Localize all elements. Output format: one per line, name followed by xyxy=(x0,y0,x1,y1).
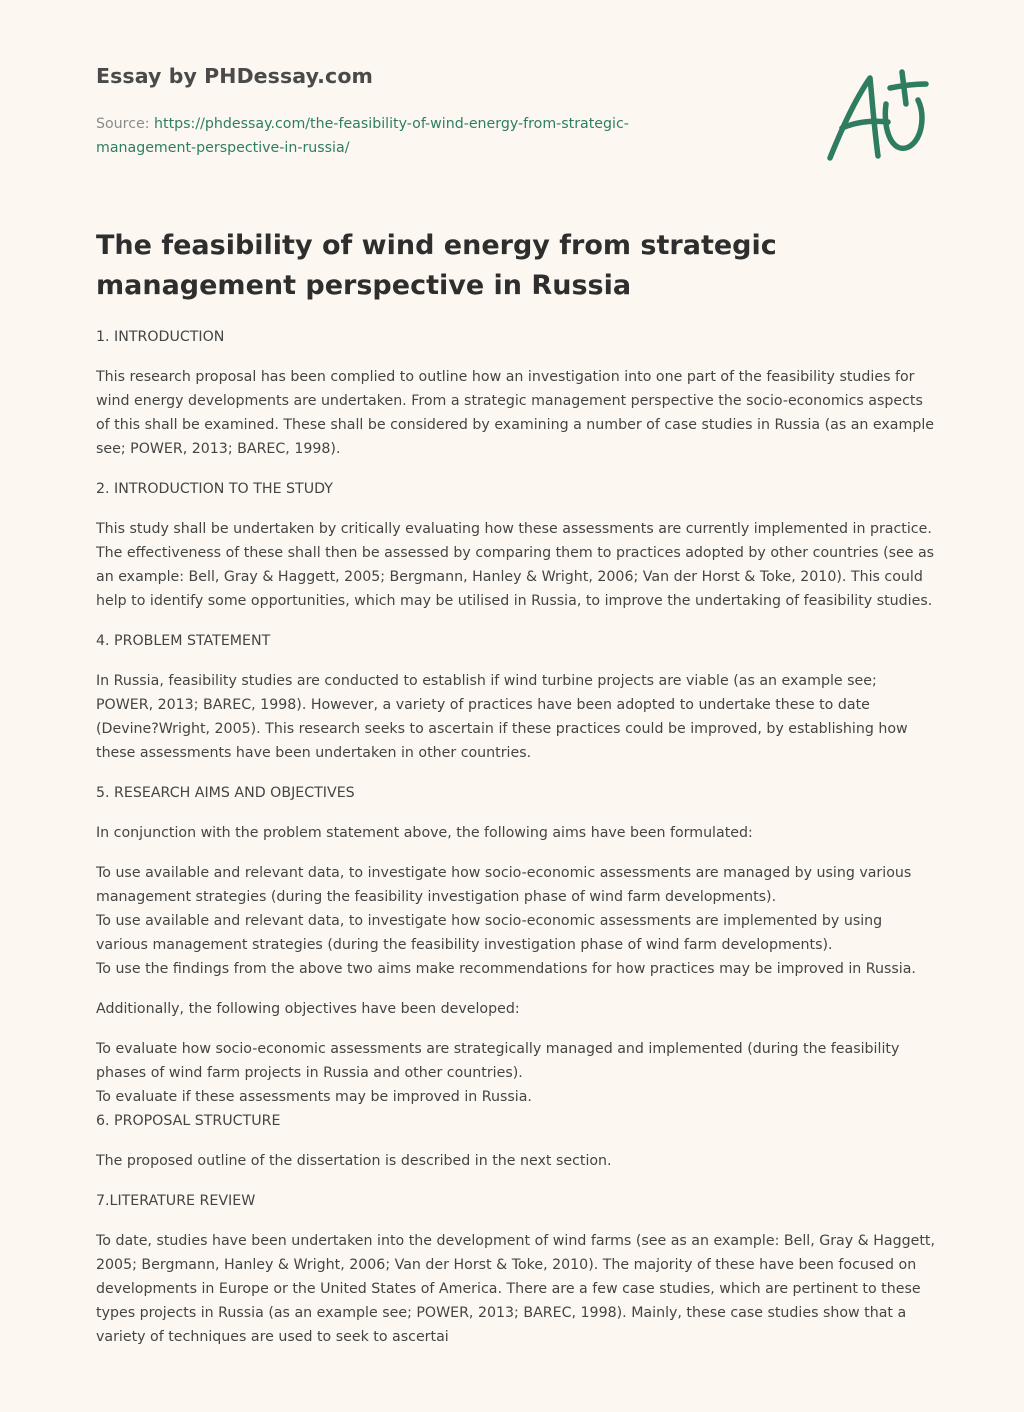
source-label: Source: xyxy=(96,116,155,132)
source-line xyxy=(96,112,696,160)
aim-item: To use available and relevant data, to investigate how socio-economic assessments are implemented by using various management strategies (during the feasibility investigation phase of wind farm developments). xyxy=(96,913,883,953)
source-link-line2: management-perspective-in-russia/ xyxy=(96,140,350,156)
source-link[interactable] xyxy=(96,116,629,156)
section-heading: 5. RESEARCH AIMS AND OBJECTIVES xyxy=(96,785,355,801)
source-link-line1: https://phdessay.com/the-feasibility-of-wind-energy-from-strategic- xyxy=(154,116,629,132)
section-heading: 2. INTRODUCTION TO THE STUDY xyxy=(96,481,333,497)
aim-item: To use available and relevant data, to investigate how socio-economic assessments are managed by using various management strategies (during the feasibility investigation phase of wind farm developments). xyxy=(96,865,912,905)
paragraph: In Russia, feasibility studies are conducted to establish if wind turbine projects are viable (as an example see; POWER, 2013; BAREC, 1998). However, a variety of practices have been adopted to undertake these to date (Devine?Wright, 2005). This research seeks to ascertain if these practices could be improved, by establishing how these assessments have been undertaken in other countries. xyxy=(96,673,908,761)
a-plus-grade-icon xyxy=(822,68,930,166)
objective-item: To evaluate how socio-economic assessments are strategically managed and implemented (during the feasibility phases of wind farm projects in Russia and other countries). xyxy=(96,1041,900,1081)
paragraph: Additionally, the following objectives have been developed: xyxy=(96,1001,520,1017)
aim-item: To use the findings from the above two aims make recommendations for how practices may be improved in Russia. xyxy=(96,961,916,977)
section-heading: 1. INTRODUCTION xyxy=(96,329,225,345)
section-heading: 4. PROBLEM STATEMENT xyxy=(96,633,271,649)
paragraph: In conjunction with the problem statement above, the following aims have been formulated: xyxy=(96,825,753,841)
paragraph: This research proposal has been complied to outline how an investigation into one part of the feasibility studies for wind energy developments are undertaken. From a strategic management perspective the socio-economics aspects of this shall be examined. These shall be considered by examining a number of case studies in Russia (as an example see; POWER, 2013; BAREC, 1998). xyxy=(96,369,934,457)
paragraph: The proposed outline of the dissertation is described in the next section. xyxy=(96,1153,612,1169)
paragraph: This study shall be undertaken by critically evaluating how these assessments are currently implemented in practice. The effectiveness of these shall then be assessed by comparing them to practices adopted by other countries (see as an example: Bell, Gray & Haggett, 2005; Bergmann, Hanley & Wright, 2006; Van der Horst & Toke, 2010). This could help to identify some opportunities, which may be utilised in Russia, to improve the undertaking of feasibility studies. xyxy=(96,521,935,609)
site-brand: Essay by PHDessay.com xyxy=(96,64,373,88)
section-heading: 6. PROPOSAL STRUCTURE xyxy=(96,1113,281,1129)
essay-body xyxy=(96,325,936,1365)
essay-title: The feasibility of wind energy from strategic management perspective in Russia xyxy=(96,230,777,301)
objective-item: To evaluate if these assessments may be improved in Russia. xyxy=(96,1089,532,1105)
paragraph: To date, studies have been undertaken into the development of wind farms (see as an example: Bell, Gray & Haggett, 2005; Bergmann, Hanley & Wright, 2006; Van der Horst & Toke, 2010). The majority of these have been focused on developments in Europe or the United States of America. There are a few case studies, which are pertinent to these types projects in Russia (as an example see; POWER, 2013; BAREC, 1998). Mainly, these case studies show that a variety of techniques are used to seek to ascertai xyxy=(96,1233,935,1345)
section-heading: 7.LITERATURE REVIEW xyxy=(96,1193,256,1209)
